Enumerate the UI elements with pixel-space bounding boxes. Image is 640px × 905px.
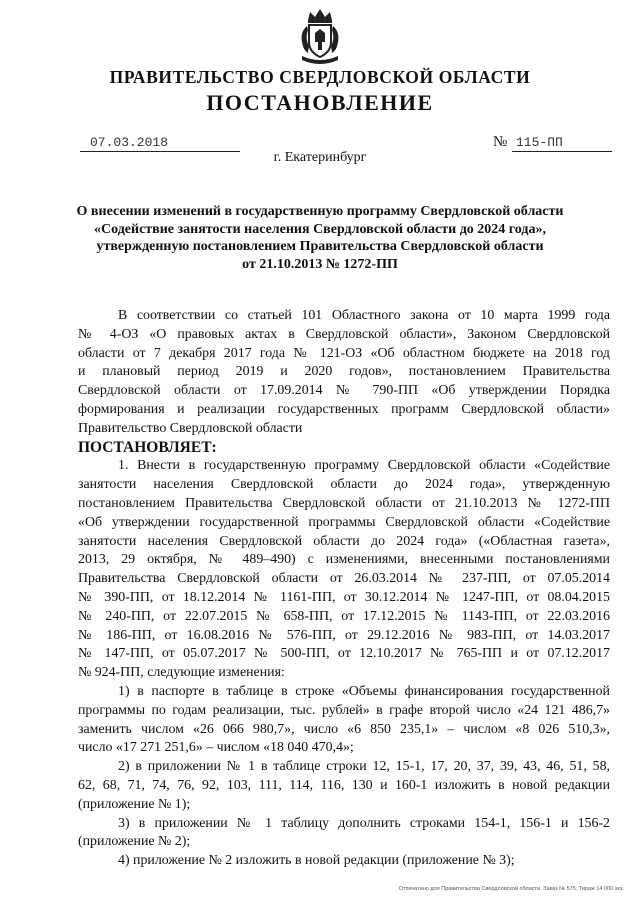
body-line: № 4-ОЗ «О правовых актах в Свердловской области», Законом Свердловской <box>78 326 610 342</box>
heading-line: от 21.10.2013 № 1272-ПП <box>242 256 398 272</box>
body-line: Свердловской области от 17.09.2014 № 790-ПП «Об утверждении Порядка <box>78 383 610 399</box>
body-line: 62, 68, 71, 74, 76, 92, 103, 111, 114, 116, 130 и 160-1 изложить в новой редакции <box>78 777 610 793</box>
body-line: № 924-ПП, следующие изменения: <box>78 665 285 681</box>
body-line: № 186-ПП, от 16.08.2016 № 576-ПП, от 29.12.2016 № 983-ПП, от 14.03.2017 <box>78 627 610 643</box>
body-line: (приложение № 1); <box>78 796 191 812</box>
resolves-heading: ПОСТАНОВЛЯЕТ: <box>78 438 217 456</box>
body-line: 3) в приложении № 1 таблицу дополнить строками 154-1, 156-1 и 156-2 <box>118 815 610 831</box>
heading-line: «Содействие занятости населения Свердловской области до 2024 года», <box>94 221 546 237</box>
body-line: и плановый период 2019 и 2020 годов», постановлением Правительства <box>78 364 610 380</box>
body-line: программы по годам реализации, тыс. рублей» в графе второй число «24 121 486,7» <box>78 702 610 718</box>
body-line: формирования и реализации государственных программ Свердловской области» <box>78 401 610 417</box>
city: г. Екатеринбург <box>273 150 367 165</box>
body-line: 2013, 29 октября, № 489–490) с изменениями, внесенными постановлениями <box>78 552 610 568</box>
document-heading <box>60 203 580 273</box>
body-line: 2) в приложении № 1 в таблице строки 12, 15-1, 17, 20, 37, 39, 43, 46, 51, 58, <box>118 759 610 775</box>
heading-line: О внесении изменений в государственную программу Свердловской области <box>76 204 564 219</box>
body-line: № 147-ПП, от 05.07.2017 № 500-ПП, от 12.10.2017 № 765-ПП и от 07.12.2017 <box>78 646 610 662</box>
document-date: 07.03.2018 <box>80 135 240 152</box>
body-line: Правительства Свердловской области от 26.03.2014 № 237-ПП, от 07.05.2014 <box>78 571 610 587</box>
body-line: 1) в паспорте в таблице в строке «Объемы финансирования государственной <box>118 683 610 699</box>
heading-line: утвержденную постановлением Правительства Свердловской области <box>96 239 544 254</box>
body-line: «Об утверждении государственной программы Свердловской области «Содействие <box>78 514 610 530</box>
body-line: Правительство Свердловской области <box>78 420 303 436</box>
body-line: 4) приложение № 2 изложить в новой редакции (приложение № 3); <box>118 853 515 869</box>
body-line: число «17 271 251,6» – числом «18 040 470,4»; <box>78 740 354 756</box>
government-title: ПРАВИТЕЛЬСТВО СВЕРДЛОВСКОЙ ОБЛАСТИ <box>109 67 531 87</box>
number-label: № <box>493 134 508 150</box>
coat-of-arms-icon <box>296 6 344 66</box>
body-line: занятости населения Свердловской области до 2024 года» («Областная газета», <box>78 533 610 549</box>
body-line: (приложение № 2); <box>78 834 191 850</box>
document-number: 115-ПП <box>512 135 612 152</box>
body-line: заменить числом «26 066 980,7», число «6 850 235,1» – числом «8 026 510,3», <box>78 721 610 737</box>
body-line: области от 7 декабря 2017 года № 121-ОЗ «Об областном бюджете на 2018 год <box>78 345 610 361</box>
body-line: 1. Внести в государственную программу Свердловской области «Содействие <box>118 458 610 474</box>
print-footer: Отпечатано для Правительства Свердловской области. Заказ № 575. Тираж 14 000 экз. <box>398 886 624 892</box>
body-line: постановлением Правительства Свердловской области от 21.10.2013 № 1272-ПП <box>78 495 610 511</box>
document-body <box>78 307 610 871</box>
body-line: занятости населения Свердловской области до 2024 года», утвержденную <box>78 477 610 493</box>
body-line: № 390-ПП, от 18.12.2014 № 1161-ПП, от 30.12.2014 № 1247-ПП, от 08.04.2015 <box>78 589 610 605</box>
document-type: ПОСТАНОВЛЕНИЕ <box>206 90 434 115</box>
body-line: № 240-ПП, от 22.07.2015 № 658-ПП, от 17.12.2015 № 1143-ПП, от 22.03.2016 <box>78 608 610 624</box>
body-line: В соответствии со статьей 101 Областного закона от 10 марта 1999 года <box>118 308 610 323</box>
